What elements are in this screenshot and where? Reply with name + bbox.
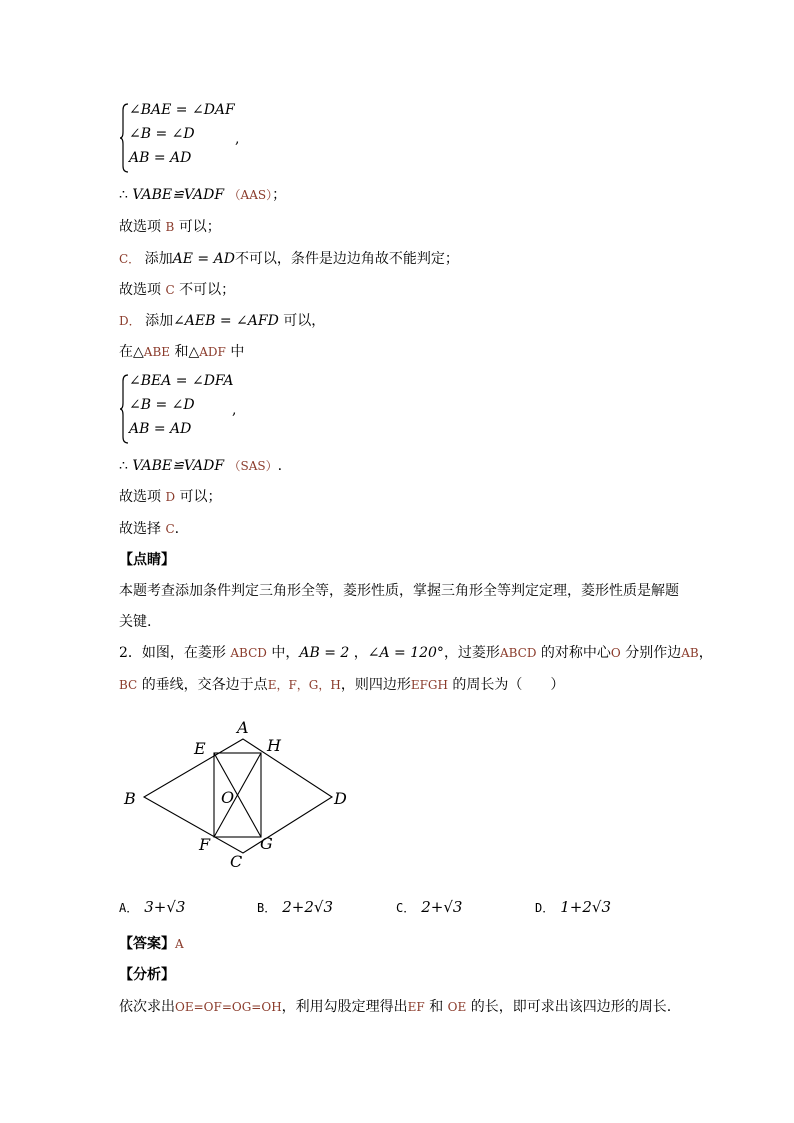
answer-line: 【答案】A xyxy=(119,936,184,952)
dianjing-text-2: 关键. xyxy=(119,614,152,630)
dianjing-heading: 【点睛】 xyxy=(119,552,175,568)
analysis-text: 依次求出OE=OF=OG=OH，利用勾股定理得出EF 和 OE 的长，即可求出该四边形的周长. xyxy=(119,999,672,1015)
equation-system-2 xyxy=(119,373,259,445)
option-d[interactable]: D． 1+2√3 xyxy=(535,898,611,916)
system2-comma: , xyxy=(232,402,237,418)
brace-icon xyxy=(119,373,129,445)
option-c[interactable]: C． 2+√3 xyxy=(396,898,463,916)
therefore-line-1: ∴ VABE≌VADF （AAS）； xyxy=(119,187,287,203)
option-b[interactable]: B． 2+2√3 xyxy=(257,898,333,916)
option-d-line: D． 添加∠AEB = ∠AFD 可以， xyxy=(119,313,326,329)
option-a[interactable]: A． 3+√3 xyxy=(119,898,186,916)
question-2-line-2: BC 的垂线，交各边于点E，F，G，H，则四边形EFGH 的周长为（ ） xyxy=(119,677,565,693)
dianjing-text-1: 本题考查添加条件判定三角形全等，菱形性质，掌握三角形全等判定定理，菱形性质是解题 xyxy=(119,583,679,599)
option-c-line: C． 添加AE = AD不可以，条件是边边角故不能判定； xyxy=(119,251,459,267)
label-a: A xyxy=(237,718,249,737)
system2-row1: ∠BEA = ∠DFA xyxy=(129,373,234,389)
label-f: F xyxy=(199,835,211,854)
label-o: O xyxy=(221,788,235,807)
option-b-ok-line: 故选项 B 可以； xyxy=(119,219,221,235)
label-e: E xyxy=(194,739,206,758)
analysis-heading: 【分析】 xyxy=(119,967,175,983)
system2-row2: ∠B = ∠D xyxy=(129,397,195,413)
system1-comma: , xyxy=(235,131,240,147)
question-2-line-1: 2．如图，在菱形 ABCD 中，AB = 2 ，∠A = 120°，过菱形ABCD 的对称中心O 分别作边AB， xyxy=(119,645,713,661)
choose-line: 故选择 C. xyxy=(119,521,180,537)
brace-icon xyxy=(119,102,129,174)
in-triangles-line: 在△ABE 和△ADF 中 xyxy=(119,344,245,360)
rhombus-figure xyxy=(110,712,370,877)
label-c: C xyxy=(230,852,243,871)
system1-row1: ∠BAE = ∠DAF xyxy=(129,102,235,118)
label-d: D xyxy=(334,789,347,808)
system2-row3: AB = AD xyxy=(129,421,192,437)
therefore-line-2: ∴ VABE≌VADF （SAS）. xyxy=(119,458,283,474)
system1-row3: AB = AD xyxy=(129,150,192,166)
label-b: B xyxy=(124,789,136,808)
option-d-ok-line: 故选项 D 可以； xyxy=(119,489,222,505)
option-c-no-line: 故选项 C 不可以； xyxy=(119,282,236,298)
system1-row2: ∠B = ∠D xyxy=(129,126,195,142)
label-g: G xyxy=(260,834,273,853)
label-h: H xyxy=(267,736,281,755)
